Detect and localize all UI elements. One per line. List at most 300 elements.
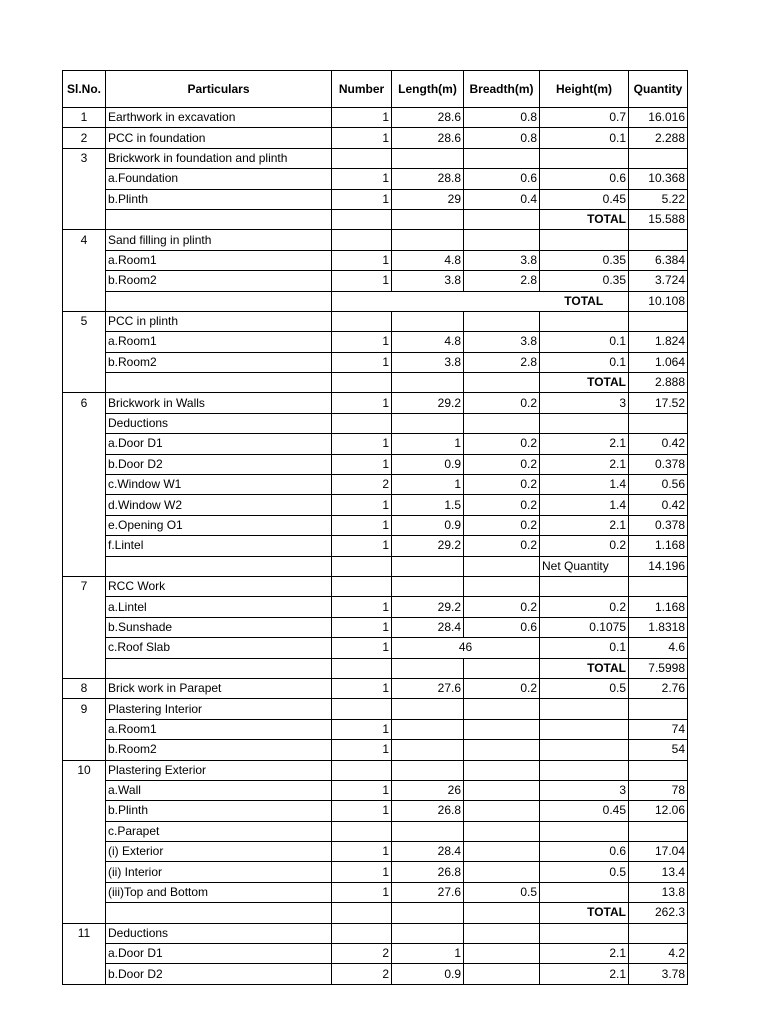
table-row xyxy=(63,964,688,984)
cell-breadth xyxy=(464,780,540,800)
cell-length xyxy=(392,576,464,596)
cell-quantity: 1.064 xyxy=(629,352,688,372)
cell-quantity xyxy=(629,413,688,433)
cell-particulars: b.Room2 xyxy=(106,352,332,372)
cell-quantity: 15.588 xyxy=(629,209,688,229)
cell-quantity: 1.168 xyxy=(629,536,688,556)
cell-particulars: f.Lintel xyxy=(106,536,332,556)
cell-breadth xyxy=(464,760,540,780)
cell-height xyxy=(540,311,629,331)
cell-length: 3.8 xyxy=(392,271,464,291)
table-row xyxy=(63,148,688,168)
cell-particulars: Earthwork in excavation xyxy=(106,108,332,128)
cell-slno xyxy=(63,209,106,229)
cell-number: 1 xyxy=(332,597,392,617)
cell-quantity: 54 xyxy=(629,740,688,760)
cell-slno xyxy=(63,250,106,270)
cell-length xyxy=(392,923,464,943)
cell-height: 2.1 xyxy=(540,964,629,984)
cell-height: 0.6 xyxy=(540,842,629,862)
cell-height: 0.7 xyxy=(540,108,629,128)
cell-number: 1 xyxy=(332,332,392,352)
cell-particulars: Brick work in Parapet xyxy=(106,678,332,698)
cell-number xyxy=(332,413,392,433)
cell-slno xyxy=(63,617,106,637)
cell-particulars: b.Room2 xyxy=(106,740,332,760)
cell-length: 0.9 xyxy=(392,454,464,474)
cell-length xyxy=(392,699,464,719)
cell-breadth xyxy=(464,576,540,596)
cell-particulars xyxy=(106,903,332,923)
cell-height: 1.4 xyxy=(540,495,629,515)
cell-quantity: 1.8318 xyxy=(629,617,688,637)
col-header-height: Height(m) xyxy=(540,71,629,108)
cell-height: 0.2 xyxy=(540,536,629,556)
cell-quantity: 5.22 xyxy=(629,189,688,209)
cell-breadth xyxy=(464,658,540,678)
cell-length: 1 xyxy=(392,944,464,964)
cell-length: 3.8 xyxy=(392,352,464,372)
table-row xyxy=(63,434,688,454)
cell-slno: 10 xyxy=(63,760,106,780)
cell-quantity: 0.42 xyxy=(629,434,688,454)
cell-quantity: 3.724 xyxy=(629,271,688,291)
cell-quantity xyxy=(629,760,688,780)
cell-length xyxy=(392,291,464,311)
cell-height: 0.1 xyxy=(540,128,629,148)
cell-length: 27.6 xyxy=(392,678,464,698)
cell-height: 0.45 xyxy=(540,801,629,821)
cell-breadth xyxy=(464,964,540,984)
table-row xyxy=(63,128,688,148)
cell-height: 2.1 xyxy=(540,944,629,964)
table-row xyxy=(63,108,688,128)
cell-number: 2 xyxy=(332,964,392,984)
cell-breadth: 3.8 xyxy=(464,250,540,270)
cell-length: 1 xyxy=(392,475,464,495)
cell-slno xyxy=(63,454,106,474)
cell-length xyxy=(392,209,464,229)
cell-slno xyxy=(63,597,106,617)
cell-height: 0.1 xyxy=(540,352,629,372)
cell-quantity: 0.378 xyxy=(629,454,688,474)
cell-slno: 3 xyxy=(63,148,106,168)
table-row xyxy=(63,678,688,698)
cell-quantity xyxy=(629,230,688,250)
table-row xyxy=(63,719,688,739)
cell-number: 1 xyxy=(332,780,392,800)
cell-particulars: a.Lintel xyxy=(106,597,332,617)
cell-number: 1 xyxy=(332,515,392,535)
cell-particulars: a.Door D1 xyxy=(106,944,332,964)
cell-quantity: 10.108 xyxy=(629,291,688,311)
cell-particulars: b.Plinth xyxy=(106,801,332,821)
cell-particulars: b.Plinth xyxy=(106,189,332,209)
cell-breadth: 0.2 xyxy=(464,495,540,515)
cell-particulars: Plastering Exterior xyxy=(106,760,332,780)
cell-slno: 5 xyxy=(63,311,106,331)
cell-number xyxy=(332,230,392,250)
table-row xyxy=(63,475,688,495)
cell-number: 1 xyxy=(332,169,392,189)
cell-height: 0.35 xyxy=(540,271,629,291)
cell-length: 28.4 xyxy=(392,842,464,862)
table-row xyxy=(63,760,688,780)
cell-breadth: 3.8 xyxy=(464,332,540,352)
cell-height: 0.2 xyxy=(540,597,629,617)
cell-breadth: 0.2 xyxy=(464,393,540,413)
cell-height: 0.5 xyxy=(540,862,629,882)
cell-length xyxy=(392,148,464,168)
cell-quantity: 74 xyxy=(629,719,688,739)
table-row xyxy=(63,495,688,515)
table-row xyxy=(63,740,688,760)
cell-particulars: (i) Exterior xyxy=(106,842,332,862)
cell-length: 28.6 xyxy=(392,108,464,128)
cell-breadth: 0.2 xyxy=(464,678,540,698)
cell-number xyxy=(332,923,392,943)
col-header-number: Number xyxy=(332,71,392,108)
cell-particulars xyxy=(106,373,332,393)
cell-height: 0.5 xyxy=(540,678,629,698)
cell-breadth xyxy=(464,373,540,393)
cell-particulars: b.Sunshade xyxy=(106,617,332,637)
table-row xyxy=(63,658,688,678)
cell-length: 29.2 xyxy=(392,393,464,413)
cell-slno xyxy=(63,964,106,984)
table-row xyxy=(63,291,688,311)
cell-length xyxy=(392,740,464,760)
cell-slno xyxy=(63,862,106,882)
cell-breadth xyxy=(464,556,540,576)
table-row xyxy=(63,801,688,821)
cell-quantity: 17.04 xyxy=(629,842,688,862)
cell-particulars: b.Room2 xyxy=(106,271,332,291)
cell-number xyxy=(332,576,392,596)
cell-particulars: b.Door D2 xyxy=(106,964,332,984)
cell-breadth: 0.2 xyxy=(464,475,540,495)
cell-breadth xyxy=(464,862,540,882)
cell-particulars: RCC Work xyxy=(106,576,332,596)
cell-height: 0.1 xyxy=(540,638,629,658)
cell-number xyxy=(332,699,392,719)
cell-height xyxy=(540,760,629,780)
table-row xyxy=(63,903,688,923)
cell-quantity xyxy=(629,923,688,943)
cell-quantity: 4.2 xyxy=(629,944,688,964)
cell-number: 1 xyxy=(332,250,392,270)
cell-number: 1 xyxy=(332,454,392,474)
cell-slno xyxy=(63,536,106,556)
cell-height: TOTAL xyxy=(540,209,629,229)
cell-length xyxy=(392,760,464,780)
cell-breadth xyxy=(464,699,540,719)
cell-number: 1 xyxy=(332,638,392,658)
cell-height xyxy=(540,882,629,902)
table-row xyxy=(63,332,688,352)
cell-particulars: c.Roof Slab xyxy=(106,638,332,658)
table-row xyxy=(63,373,688,393)
cell-breadth: 2.8 xyxy=(464,352,540,372)
cell-length: 4.8 xyxy=(392,250,464,270)
cell-breadth xyxy=(464,944,540,964)
cell-number: 1 xyxy=(332,678,392,698)
table-body xyxy=(63,108,688,985)
table-row xyxy=(63,393,688,413)
cell-slno xyxy=(63,821,106,841)
cell-height xyxy=(540,576,629,596)
table-row xyxy=(63,250,688,270)
cell-slno xyxy=(63,332,106,352)
cell-slno xyxy=(63,291,106,311)
table-row xyxy=(63,189,688,209)
cell-particulars: a.Room1 xyxy=(106,250,332,270)
cell-slno xyxy=(63,373,106,393)
cell-height xyxy=(540,821,629,841)
cell-height: 0.35 xyxy=(540,250,629,270)
cell-particulars: b.Door D2 xyxy=(106,454,332,474)
cell-breadth: 0.8 xyxy=(464,128,540,148)
cell-particulars xyxy=(106,658,332,678)
table-row xyxy=(63,699,688,719)
cell-slno xyxy=(63,882,106,902)
cell-slno xyxy=(63,903,106,923)
cell-number xyxy=(332,148,392,168)
cell-length xyxy=(392,413,464,433)
col-header-particulars: Particulars xyxy=(106,71,332,108)
cell-particulars: c.Parapet xyxy=(106,821,332,841)
cell-height xyxy=(540,148,629,168)
cell-breadth xyxy=(464,903,540,923)
cell-particulars: (iii)Top and Bottom xyxy=(106,882,332,902)
cell-breadth xyxy=(464,740,540,760)
cell-quantity: 10.368 xyxy=(629,169,688,189)
cell-breadth: 0.6 xyxy=(464,617,540,637)
cell-quantity: 2.888 xyxy=(629,373,688,393)
cell-particulars: a.Room1 xyxy=(106,719,332,739)
cell-particulars: Deductions xyxy=(106,413,332,433)
col-header-breadth: Breadth(m) xyxy=(464,71,540,108)
cell-length: 29 xyxy=(392,189,464,209)
cell-particulars: Brickwork in foundation and plinth xyxy=(106,148,332,168)
table-row xyxy=(63,209,688,229)
cell-length: 0.9 xyxy=(392,964,464,984)
cell-breadth: 0.2 xyxy=(464,434,540,454)
cell-quantity: 78 xyxy=(629,780,688,800)
cell-particulars xyxy=(106,556,332,576)
table-row xyxy=(63,576,688,596)
cell-particulars: a.Room1 xyxy=(106,332,332,352)
cell-number: 1 xyxy=(332,719,392,739)
table-header xyxy=(63,71,688,108)
cell-height: 3 xyxy=(540,393,629,413)
cell-height: 3 xyxy=(540,780,629,800)
cell-breadth xyxy=(464,209,540,229)
table-row xyxy=(63,169,688,189)
cell-height: 2.1 xyxy=(540,454,629,474)
cell-quantity: 0.42 xyxy=(629,495,688,515)
cell-length xyxy=(392,719,464,739)
cell-breadth xyxy=(464,148,540,168)
header-row xyxy=(63,71,688,108)
col-header-slno: Sl.No. xyxy=(63,71,106,108)
cell-height xyxy=(540,719,629,739)
cell-length: 4.8 xyxy=(392,332,464,352)
cell-length: 1.5 xyxy=(392,495,464,515)
cell-slno xyxy=(63,740,106,760)
cell-number: 1 xyxy=(332,801,392,821)
cell-slno xyxy=(63,842,106,862)
cell-number: 1 xyxy=(332,108,392,128)
col-header-quantity: Quantity xyxy=(629,71,688,108)
cell-particulars: (ii) Interior xyxy=(106,862,332,882)
cell-height: 2.1 xyxy=(540,434,629,454)
cell-number: 1 xyxy=(332,882,392,902)
cell-quantity xyxy=(629,699,688,719)
table-row xyxy=(63,617,688,637)
cell-slno: 4 xyxy=(63,230,106,250)
cell-height: 1.4 xyxy=(540,475,629,495)
cell-slno: 2 xyxy=(63,128,106,148)
table-row xyxy=(63,821,688,841)
table-row xyxy=(63,556,688,576)
cell-slno: 1 xyxy=(63,108,106,128)
table-row xyxy=(63,882,688,902)
cell-number xyxy=(332,658,392,678)
cell-breadth xyxy=(464,311,540,331)
cell-quantity: 16.016 xyxy=(629,108,688,128)
cell-length: 1 xyxy=(392,434,464,454)
cell-number xyxy=(332,821,392,841)
cell-breadth xyxy=(464,719,540,739)
cell-length: 26.8 xyxy=(392,801,464,821)
cell-quantity: 6.384 xyxy=(629,250,688,270)
cell-length: 26 xyxy=(392,780,464,800)
cell-particulars: Plastering Interior xyxy=(106,699,332,719)
cell-number: 1 xyxy=(332,352,392,372)
table-row xyxy=(63,597,688,617)
cell-number xyxy=(332,760,392,780)
cell-quantity: 2.288 xyxy=(629,128,688,148)
cell-height: 2.1 xyxy=(540,515,629,535)
cell-number: 2 xyxy=(332,475,392,495)
cell-slno: 11 xyxy=(63,923,106,943)
estimate-table xyxy=(62,70,688,985)
cell-quantity: 262.3 xyxy=(629,903,688,923)
cell-height: TOTAL xyxy=(540,658,629,678)
cell-quantity: 2.76 xyxy=(629,678,688,698)
cell-breadth: 0.4 xyxy=(464,189,540,209)
cell-height xyxy=(540,413,629,433)
cell-height xyxy=(540,740,629,760)
cell-length xyxy=(392,658,464,678)
cell-breadth xyxy=(464,230,540,250)
cell-slno xyxy=(63,944,106,964)
cell-slno xyxy=(63,556,106,576)
cell-breadth: 0.2 xyxy=(464,454,540,474)
cell-number: 1 xyxy=(332,271,392,291)
cell-quantity: 4.6 xyxy=(629,638,688,658)
cell-slno xyxy=(63,475,106,495)
cell-quantity: 0.378 xyxy=(629,515,688,535)
table-row xyxy=(63,536,688,556)
cell-length: 27.6 xyxy=(392,882,464,902)
cell-number: 1 xyxy=(332,536,392,556)
cell-particulars: Sand filling in plinth xyxy=(106,230,332,250)
cell-quantity: 17.52 xyxy=(629,393,688,413)
cell-length: 28.8 xyxy=(392,169,464,189)
cell-quantity: 14.196 xyxy=(629,556,688,576)
table-row xyxy=(63,311,688,331)
cell-quantity xyxy=(629,148,688,168)
cell-quantity: 1.824 xyxy=(629,332,688,352)
cell-number: 1 xyxy=(332,434,392,454)
cell-length xyxy=(392,311,464,331)
cell-quantity: 13.8 xyxy=(629,882,688,902)
cell-length: 29.2 xyxy=(392,597,464,617)
cell-quantity: 1.168 xyxy=(629,597,688,617)
cell-breadth: 0.5 xyxy=(464,882,540,902)
cell-height xyxy=(540,923,629,943)
cell-particulars: e.Opening O1 xyxy=(106,515,332,535)
cell-number xyxy=(332,209,392,229)
cell-number: 1 xyxy=(332,740,392,760)
cell-particulars: a.Foundation xyxy=(106,169,332,189)
cell-particulars: PCC in plinth xyxy=(106,311,332,331)
cell-particulars: a.Door D1 xyxy=(106,434,332,454)
cell-particulars: c.Window W1 xyxy=(106,475,332,495)
cell-breadth: 0.2 xyxy=(464,597,540,617)
table-row xyxy=(63,923,688,943)
cell-slno xyxy=(63,413,106,433)
cell-height: 0.6 xyxy=(540,169,629,189)
cell-length: 0.9 xyxy=(392,515,464,535)
cell-height: 0.45 xyxy=(540,189,629,209)
cell-length: 28.4 xyxy=(392,617,464,637)
cell-breadth: 2.8 xyxy=(464,271,540,291)
table-row xyxy=(63,454,688,474)
cell-height: 0.1 xyxy=(540,332,629,352)
table-row xyxy=(63,352,688,372)
cell-slno xyxy=(63,638,106,658)
cell-breadth xyxy=(464,821,540,841)
cell-particulars xyxy=(106,291,332,311)
table-row xyxy=(63,780,688,800)
cell-number: 1 xyxy=(332,189,392,209)
cell-slno: 6 xyxy=(63,393,106,413)
cell-breadth: 0.6 xyxy=(464,169,540,189)
cell-particulars: Deductions xyxy=(106,923,332,943)
cell-quantity: 12.06 xyxy=(629,801,688,821)
cell-particulars: PCC in foundation xyxy=(106,128,332,148)
table-row xyxy=(63,515,688,535)
cell-slno: 7 xyxy=(63,576,106,596)
table-row xyxy=(63,271,688,291)
table-row xyxy=(63,944,688,964)
cell-quantity xyxy=(629,576,688,596)
cell-particulars: d.Window W2 xyxy=(106,495,332,515)
cell-length xyxy=(392,556,464,576)
cell-number: 1 xyxy=(332,393,392,413)
cell-particulars xyxy=(106,209,332,229)
cell-slno xyxy=(63,189,106,209)
cell-slno xyxy=(63,169,106,189)
table-row xyxy=(63,842,688,862)
cell-slno xyxy=(63,271,106,291)
cell-slno xyxy=(63,515,106,535)
cell-length xyxy=(392,821,464,841)
cell-breadth: 0.2 xyxy=(464,536,540,556)
